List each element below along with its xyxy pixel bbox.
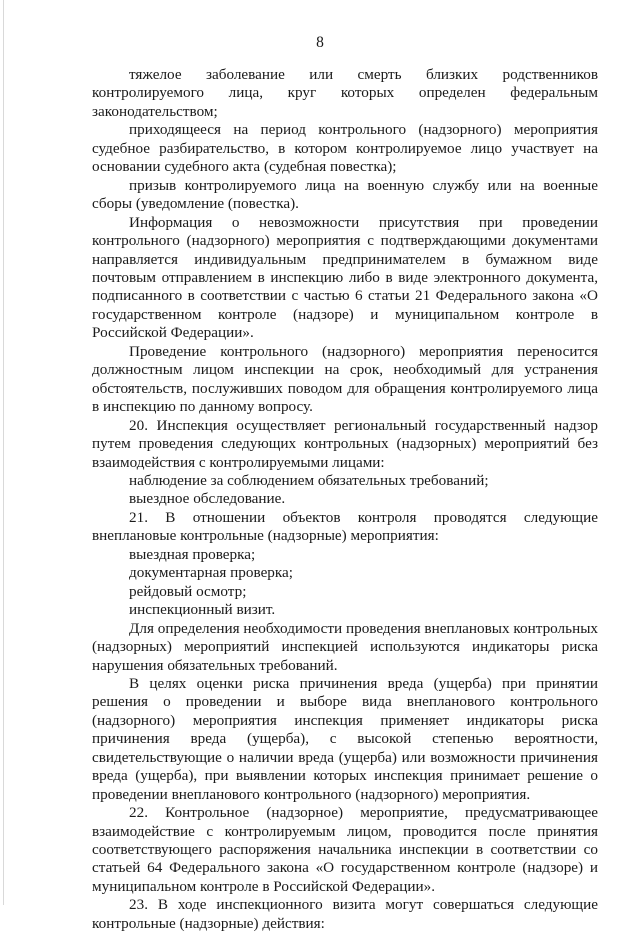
document-body <box>92 66 598 933</box>
list-item: выездная проверка; <box>129 545 256 563</box>
paragraph: тяжелое заболевание или смерть близких родственников контролируемого лица, круг которых определен федеральным законодательством; <box>92 66 598 120</box>
paragraph: 23. В ходе инспекционного визита могут совершаться следующие контрольные (надзорные) действия: <box>92 896 598 932</box>
list-item: документарная проверка; <box>129 564 294 582</box>
list-item: выездное обследование. <box>129 490 286 508</box>
scan-edge-line <box>3 0 4 905</box>
paragraph: В целях оценки риска причинения вреда (ущерба) при принятии решения о проведении и выборе вида внепланового контрольного (надзорного) мероприятия инспекция применяет индикаторы риска причинения вреда (ущерба), с высокой степенью вероятности, свидетельствующие о наличии вреда (ущерба) или возможности причинения вреда (ущерба), при выявлении которых инспекция принимает решение о проведении внепланового контрольного (надзорного) мероприятия. <box>92 674 598 803</box>
list-item: рейдовый осмотр; <box>129 582 247 600</box>
paragraph: 21. В отношении объектов контроля проводятся следующие внеплановые контрольные (надзорные) мероприятия: <box>92 508 598 545</box>
page-number: 8 <box>316 34 324 51</box>
paragraph: приходящееся на период контрольного (надзорного) мероприятия судебное разбирательство, в котором контролируемое лицо участвует на основании судебного акта (судебная повестка); <box>92 121 598 176</box>
paragraph: 20. Инспекция осуществляет региональный государственный надзор путем проведения следующих контрольных (надзорных) мероприятий без взаимодействия с контролируемыми лицами: <box>92 416 598 471</box>
paragraph: 22. Контрольное (надзорное) мероприятие, предусматривающее взаимодействие с контролируемым лицом, проводится после принятия соответствующего распоряжения начальника инспекции в соответствии со статьей 64 Федерального закона «О государственном контроле (надзоре) и муниципальном контроле в Российской Федерации». <box>92 804 598 895</box>
paragraph: Проведение контрольного (надзорного) мероприятия переносится должностным лицом инспекции на срок, необходимый для устранения обстоятельств, послуживших поводом для обращения контролируемого лица в инспекцию по данному вопросу. <box>92 342 598 416</box>
list-item: инспекционный визит. <box>129 601 276 619</box>
list-item: наблюдение за соблюдением обязательных требований; <box>129 471 489 489</box>
paragraph: Для определения необходимости проведения внеплановых контрольных (надзорных) мероприятий инспекцией используются индикаторы риска нарушения обязательных требований. <box>92 619 598 674</box>
paragraph: Информация о невозможности присутствия при проведении контрольного (надзорного) мероприятия с подтверждающими документами направляется индивидуальным предпринимателем в бумажном виде почтовым отправлением в инспекцию либо в виде электронного документа, подписанного в соответствии с частью 6 статьи 21 Федерального закона «О государственном контроле (надзоре) и муниципальном контроле в Российской Федерации». <box>92 213 598 342</box>
paragraph: призыв контролируемого лица на военную службу или на военные сборы (уведомление (повестка). <box>92 176 598 213</box>
